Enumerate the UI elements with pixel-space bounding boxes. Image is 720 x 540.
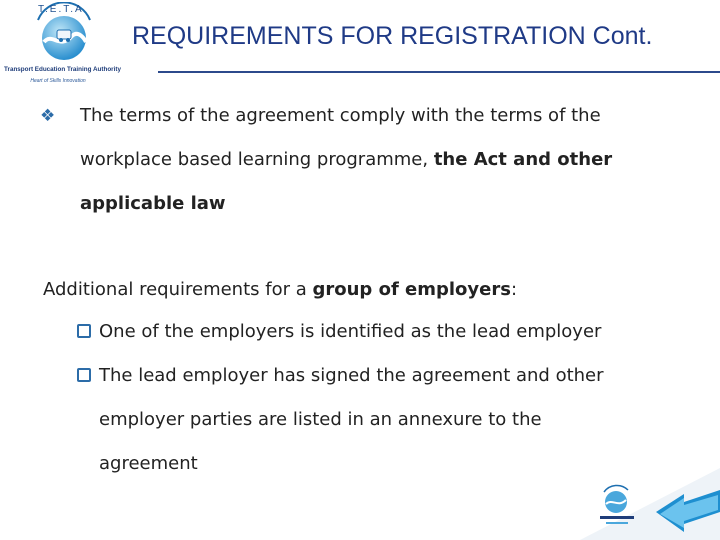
corner-logo-arrow xyxy=(580,450,720,540)
sub-item-1-text: One of the employers is identified as the lead employer xyxy=(99,321,602,342)
additional-requirements-heading xyxy=(43,268,517,312)
diamond-bullet-icon: ❖ xyxy=(40,106,56,126)
agreement-line-1: The terms of the agreement comply with the terms of the xyxy=(80,105,601,126)
additional-suffix: : xyxy=(510,279,518,300)
additional-bold: group of employers xyxy=(312,279,511,300)
corner-teta-logo-icon xyxy=(600,485,634,524)
sub-item-lead-employer xyxy=(77,310,601,354)
agreement-line-3: applicable law xyxy=(80,193,226,214)
agreement-line-2-bold: the Act and other xyxy=(433,149,613,170)
sub-item-2-line-1 xyxy=(77,354,604,398)
teta-logo xyxy=(2,2,126,90)
title-underline xyxy=(158,71,720,73)
logo-tagline: Heart of Skills Innovation xyxy=(30,78,86,84)
checkbox-bullet-icon xyxy=(77,368,91,382)
sub-item-2-line-2: employer parties are listed in an annexure to the xyxy=(99,409,542,430)
slide-title: REQUIREMENTS FOR REGISTRATION Cont. xyxy=(132,22,653,50)
sub-item-2-line-3: agreement xyxy=(99,453,198,474)
agreement-bullet xyxy=(40,94,612,226)
sub-item-signed-agreement xyxy=(77,354,604,486)
sub-item-2-line-1-text: The lead employer has signed the agreement and other xyxy=(99,365,604,386)
logo-org-name: Transport Education Training Authority xyxy=(4,66,121,73)
additional-prefix: Additional requirements for a xyxy=(43,279,313,300)
logo-letters: T.E.T.A xyxy=(38,4,84,15)
agreement-line-2 xyxy=(40,138,612,182)
agreement-line-2-text: workplace based learning programme, xyxy=(80,149,434,170)
checkbox-bullet-icon xyxy=(77,324,91,338)
